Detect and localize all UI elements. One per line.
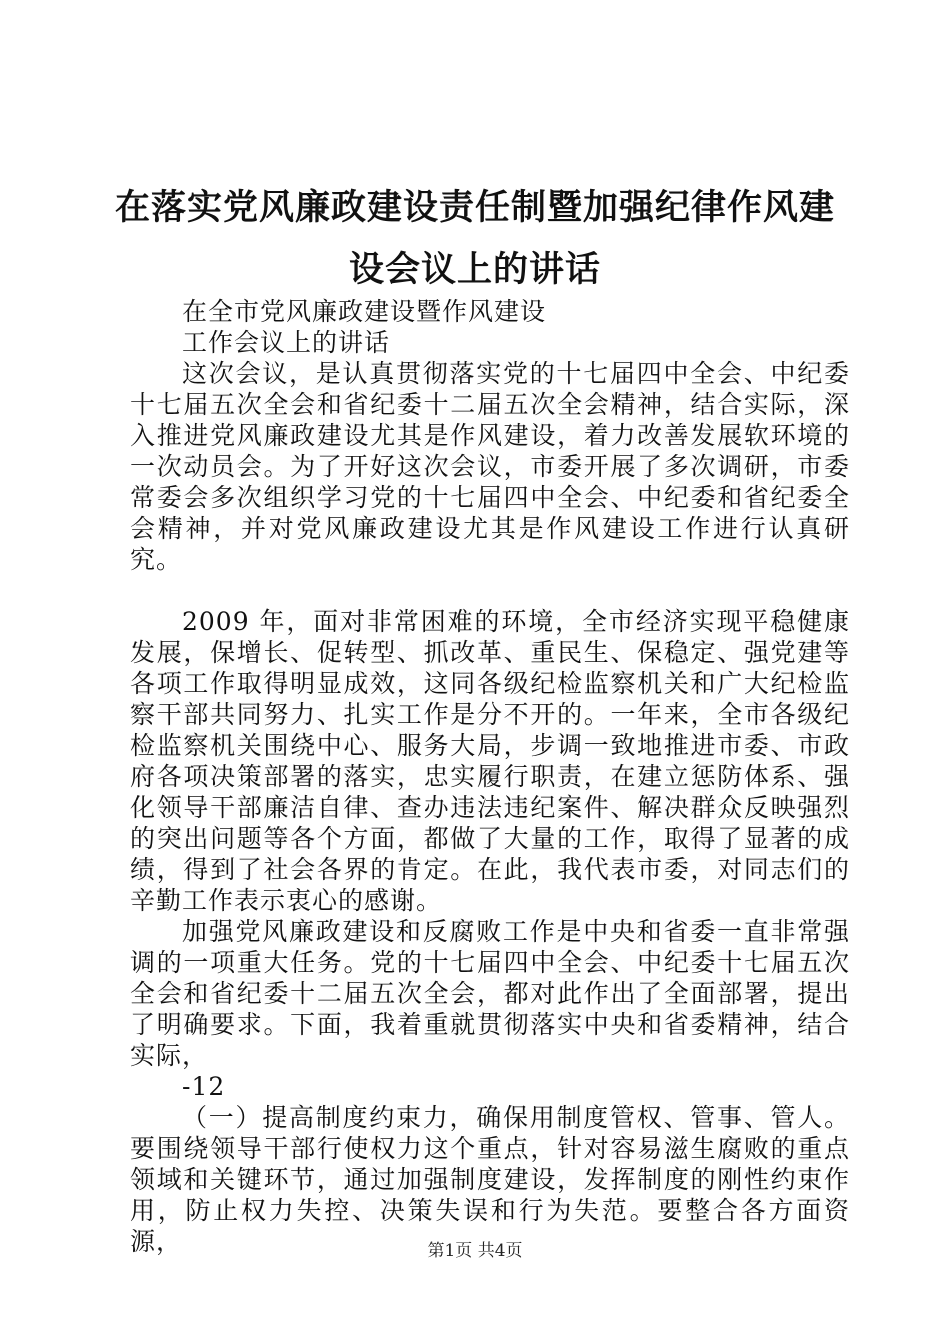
speech-subtitle-line-2: 工作会议上的讲话 [182,328,391,357]
document-body [130,296,850,1257]
page-marker: -12 [182,1072,226,1101]
body-paragraph: 这次会议，是认真贯彻落实党的十七届四中全会、中纪委十七届五次全会和省纪委十二届五次全会精神，结合实际，深入推进党风廉政建设尤其是作风建设，着力改善发展软环境的一次动员会。为了开好这次会议，市委开展了多次调研，市委常委会多次组织学习党的十七届四中全会、中纪委和省纪委全会精神，并对党风廉政建设尤其是作风建设工作进行认真研究。 [130,359,850,574]
body-paragraph: 加强党风廉政建设和反腐败工作是中央和省委一直非常强调的一项重大任务。党的十七届四中全会、中纪委十七届五次全会和省纪委十二届五次全会，都对此作出了全面部署，提出了明确要求。下面，我着重就贯彻落实中央和省委精神，结合实际， [130,917,850,1070]
speech-subtitle-line-1: 在全市党风廉政建设暨作风建设 [182,297,547,326]
body-paragraph: （一）提高制度约束力，确保用制度管权、管事、管人。要围绕领导干部行使权力这个重点，针对容易滋生腐败的重点领域和关键环节，通过加强制度建设，发挥制度的刚性约束作用，防止权力失控、决策失误和行为失范。要整合各方面资源， [130,1103,850,1256]
document-title-line-1: 在落实党风廉政建设责任制暨加强纪律作风建 [114,188,835,228]
document-title-line-2: 设会议上的讲话 [348,250,601,290]
paragraph-spacer [130,575,850,606]
body-paragraph: 2009 年，面对非常困难的环境，全市经济实现平稳健康发展，保增长、促转型、抓改革、重民生、保稳定、强党建等各项工作取得明显成效，这同各级纪检监察机关和广大纪检监察干部共同努力、扎实工作是分不开的。一年来，全市各级纪检监察机关围绕中心、服务大局，步调一致地推进市委、市政府各项决策部署的落实，忠实履行职责，在建立惩防体系、强化领导干部廉洁自律、查办违法违纪案件、解决群众反映强烈的突出问题等各个方面，都做了大量的工作，取得了显著的成绩，得到了社会各界的肯定。在此，我代表市委，对同志们的辛勤工作表示衷心的感谢。 [130,607,850,915]
page-footer: 第1页 共4页 [427,1241,523,1261]
